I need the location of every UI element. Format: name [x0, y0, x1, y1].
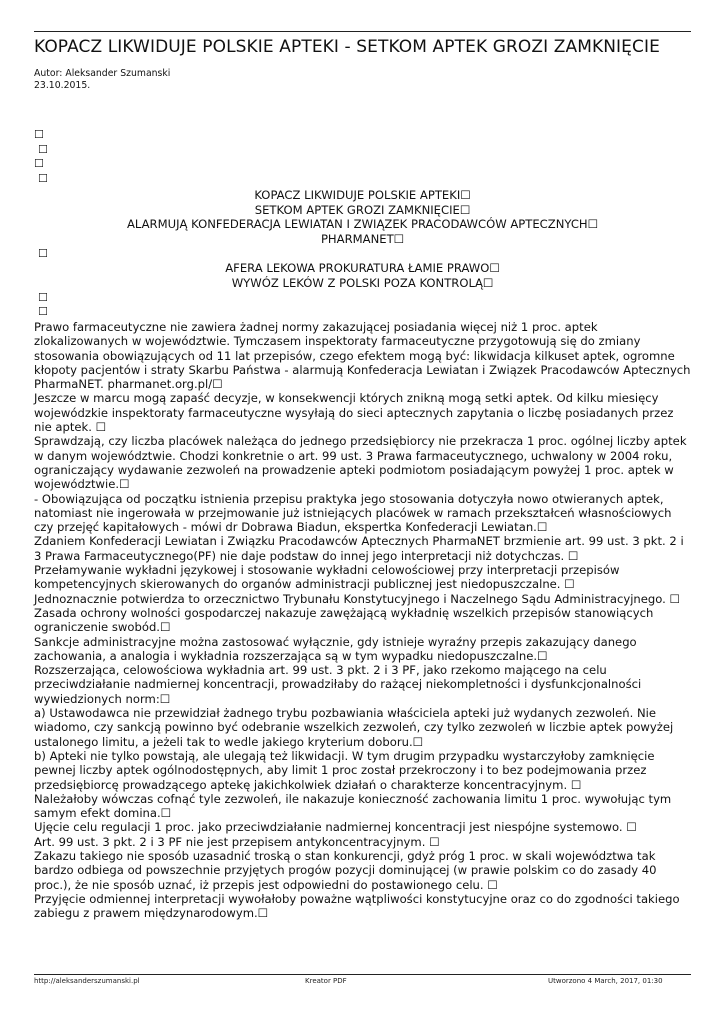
- headline-line: ALARMUJĄ KONFEDERACJA LEWIATAN I ZWIĄZEK PRACODAWCÓW APTECZNYCH☐: [126, 217, 599, 231]
- paragraph: Należałoby wówczas cofnąć tyle zezwoleń, ile nakazuje konieczność zachowania limitu 1 proc. wywołując tym samym efekt domina.☐: [34, 791, 672, 821]
- headline-line: SETKOM APTEK GROZI ZAMKNIĘCIE☐: [254, 202, 471, 217]
- checkbox-glyph: ☐: [38, 247, 48, 260]
- footer-site-link[interactable]: http://aleksanderszumanski.pl: [34, 977, 140, 985]
- paragraph: Zasada ochrony wolności gospodarczej nakazuje zawężającą wykładnię wszelkich przepisów stanowiących ograniczenie swobód.☐: [34, 605, 654, 635]
- checkbox-glyph: ☐: [34, 157, 44, 170]
- paragraph: a) Ustawodawca nie przewidział żadnego trybu pozbawiania właściciela apteki już wydanych zezwoleń. Nie wiadomo, czy sankcją powinno być odebranie wszelkich zezwoleń, czy tylko zezwoleń w liczbie aptek powyżej ustalonego limitu, a jeżeli tak to wedle jakiego kryterium doboru.☐: [34, 706, 674, 749]
- paragraph: - Obowiązująca od początku istnienia przepisu praktyka jego stosowania dotyczyła nowo otwieranych aptek, natomiast nie ingerowała w przejmowanie już istniejących placówek w ramach przekształceń własnościowych czy przejęć kapitałowych - mówi dr Dobrawa Biadun, ekspertka Konfederacji Lewiatan.☐: [34, 491, 672, 535]
- paragraph: Zakazu takiego nie sposób uzasadnić troską o stan konkurencji, gdyż próg 1 proc. w skali województwa tak bardzo odbiega od powszechnie przyjętych progów pozycji dominującej (w prawie polskim co do zasady 40 proc.), że nie sposób uznać, iż przepis jest odpowiedni do postawionego celu. ☐: [34, 848, 657, 892]
- checkbox-glyph: ☐: [38, 291, 48, 304]
- paragraph: Ujęcie celu regulacji 1 proc. jako przeciwdziałanie nadmiernej koncentracji jest niespójne systemowo. ☐: [34, 820, 637, 835]
- paragraph: Sprawdzają, czy liczba placówek należąca do jednego przedsiębiorcy nie przekracza 1 proc. ogólnej liczby aptek w danym województwie. Chodzi konkretnie o art. 99 ust. 3 Prawa farmaceutycznego, uchwalony w 2004 roku, ograniczający wydawanie zezwoleń na prowadzenie apteki podmiotom posiadającym powyżej 1 proc. aptek w województwie.☐: [34, 434, 687, 492]
- headline-line: PHARMANET☐: [320, 231, 405, 246]
- bottom-rule: [34, 974, 691, 975]
- date-line: 23.10.2015.: [34, 80, 91, 91]
- article-body: [34, 320, 694, 920]
- headline-line: WYWÓZ LEKÓW Z POLSKI POZA KONTROLĄ☐: [231, 275, 494, 290]
- headline-block-2: [34, 261, 691, 290]
- paragraph: Rozszerzająca, celowościowa wykładnia art. 99 ust. 3 pkt. 2 i 3 PF, jako rzekomo mającego na celu przeciwdziałanie nadmiernej koncentracji, prowadziłaby do rażącej niekompletności i dysfunkcjonalności wywiedzionych norm:☐: [34, 663, 642, 706]
- paragraph: Sankcje administracyjne można zastosować wyłącznie, gdy istnieje wyraźny przepis zakazujący danego zachowania, a analogia i wykładnia rozszerzająca są w tym wypadku niedopuszczalne.☐: [34, 634, 637, 663]
- paragraph: Jeszcze w marcu mogą zapaść decyzje, w konsekwencji których znikną mogą setki aptek. Od kilku miesięcy wojewódzkie inspektoraty farmaceutyczne wysyłają do sieci aptecznych zapytania o liczbę posiadanych przez nie aptek. ☐: [34, 391, 674, 435]
- paragraph: Prawo farmaceutyczne nie zawiera żadnej normy zakazującej posiadania więcej niż 1 proc. aptek zlokalizowanych w województwie. Tymczasem inspektoraty farmaceutyczne przygotowują się do zmiany stosowania obowiązujących od 11 lat przepisów, czego efektem mogą być: likwidacja kilkuset aptek, ogromne kłopoty pacjentów i straty Skarbu Państwa - alarmują Konfederacja Lewiatan i Związek Pracodawców Aptecznych PharmaNET. pharmanet.org.pl/☐: [34, 320, 691, 392]
- checkbox-glyph: ☐: [38, 143, 48, 156]
- headline-line: AFERA LEKOWA PROKURATURA ŁAMIE PRAWO☐: [225, 261, 500, 275]
- headline-block-1: [34, 188, 691, 246]
- headline-line: KOPACZ LIKWIDUJE POLSKIE APTEKI☐: [254, 188, 471, 202]
- top-rule: [34, 31, 691, 32]
- paragraph: Przyjęcie odmiennej interpretacji wywołałoby poważne wątpliwości konstytucyjne oraz co do zgodności takiego zabiegu z prawem międzynarodowym.☐: [34, 891, 680, 921]
- footer-created-date: Utworzono 4 March, 2017, 01:30: [548, 977, 663, 985]
- author-line: Autor: Aleksander Szumanski: [34, 68, 171, 79]
- document-meta: [34, 68, 170, 92]
- paragraph: Jednoznacznie potwierdza to orzecznictwo Trybunału Konstytucyjnego i Naczelnego Sądu Administracyjnego. ☐: [34, 591, 680, 606]
- footer-generator: Kreator PDF: [305, 977, 347, 985]
- paragraph: Zdaniem Konfederacji Lewiatan i Związku Pracodawców Aptecznych PharmaNET brzmienie art. 99 ust. 3 pkt. 2 i 3 Prawa Farmaceutycznego(PF) nie daje podstaw do innej jego interpretacji niż dotychczas. ☐: [34, 534, 684, 563]
- paragraph: Przełamywanie wykładni językowej i stosowanie wykładni celowościowej przy interpretacji przepisów kompetencyjnych skierowanych do organów administracji publicznej jest niedopuszczalne. ☐: [34, 563, 620, 592]
- checkbox-glyph: ☐: [34, 128, 44, 141]
- paragraph: b) Apteki nie tylko powstają, ale ulegają też likwidacji. W tym drugim przypadku wystarczyłoby zamknięcie pewnej liczby aptek ogólnodostępnych, aby limit 1 proc został przekroczony i to bez podejmowania przez przedsiębiorcę prowadzącego aptekę jakichkolwiek działań o charakterze koncentracyjnym. ☐: [34, 748, 655, 792]
- checkbox-glyph: ☐: [38, 172, 48, 185]
- document-title: KOPACZ LIKWIDUJE POLSKIE APTEKI - SETKOM APTEK GROZI ZAMKNIĘCIE: [34, 37, 660, 57]
- checkbox-glyph: ☐: [38, 305, 48, 318]
- paragraph: Art. 99 ust. 3 pkt. 2 i 3 PF nie jest przepisem antykoncentracyjnym. ☐: [34, 834, 440, 849]
